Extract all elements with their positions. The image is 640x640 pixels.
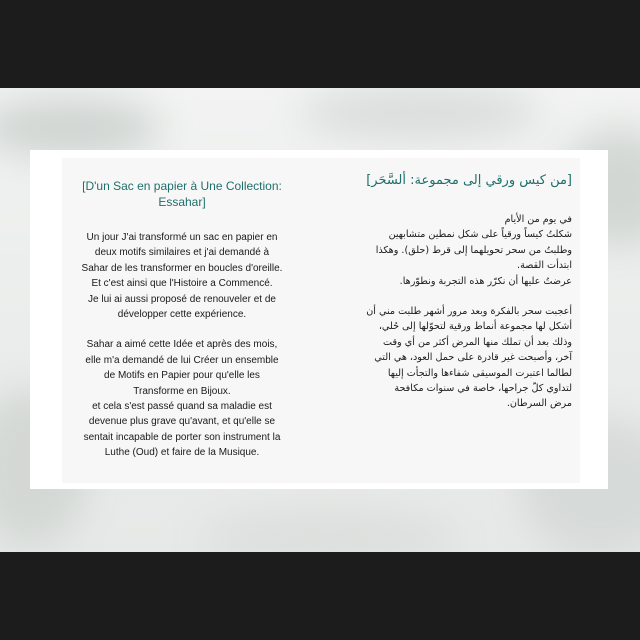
arabic-title: [من كيس ورقي إلى مجموعة: ألسَّحَر] — [366, 173, 572, 188]
arabic-column — [338, 172, 572, 412]
blurred-shape — [0, 98, 160, 158]
arabic-paragraph-1: في يوم من الأيام شكلتُ كيساً ورقياً على شكل نمطين متشابهين وطلبتُ من سحر تحويلهما إلى قرط (حلق). وهكذا ابتدأت القصة. عرضتُ عليها أن نكرّر هذه التجربة ونطوّرها. — [375, 214, 572, 287]
french-paragraph-1: Un jour J'ai transformé un sac en papier en deux motifs similaires et j'ai demandé à Sahar de les transformer en boucles d'oreille. Et c'est ainsi que l'Histoire a Commencé. Je lui ai aussi proposé de renouveler et de développer cette expérience. — [81, 232, 283, 321]
blurred-shape — [300, 88, 540, 138]
french-column — [58, 178, 306, 461]
french-title: [D'un Sac en papier à Une Collection: Essahar] — [82, 179, 282, 209]
french-paragraph-2: Sahar a aimé cette Idée et après des mois, elle m'a demandé de lui Créer un ensemble de Motifs en Papier pour qu'elle les Transforme en Bijoux. et cela s'est passé quand sa maladie est devenue plus grave qu'avant, et qu'elle se sentait incapable de porter son instrument la Luthe (Oud) et faire de la Musique. — [83, 339, 281, 459]
blurred-shape — [200, 508, 460, 552]
arabic-paragraph-2: أعجبت سحر بالفكرة وبعد مرور أشهر طلبت مني أن أشكل لها مجموعة أنماط ورقية لتحوّلها إلى حُلي، وذلك بعد أن تملك منها المرض أكثر من أي وقت آخر، وأصبحت غير قادرة على حمل العود، هي التي لطالما اعتبرت الموسيقى شفاءها والتجأت إليها لتداوي كلّ جراحها، خاصة في سنوات مكافحة مرض السرطان. — [366, 306, 572, 410]
